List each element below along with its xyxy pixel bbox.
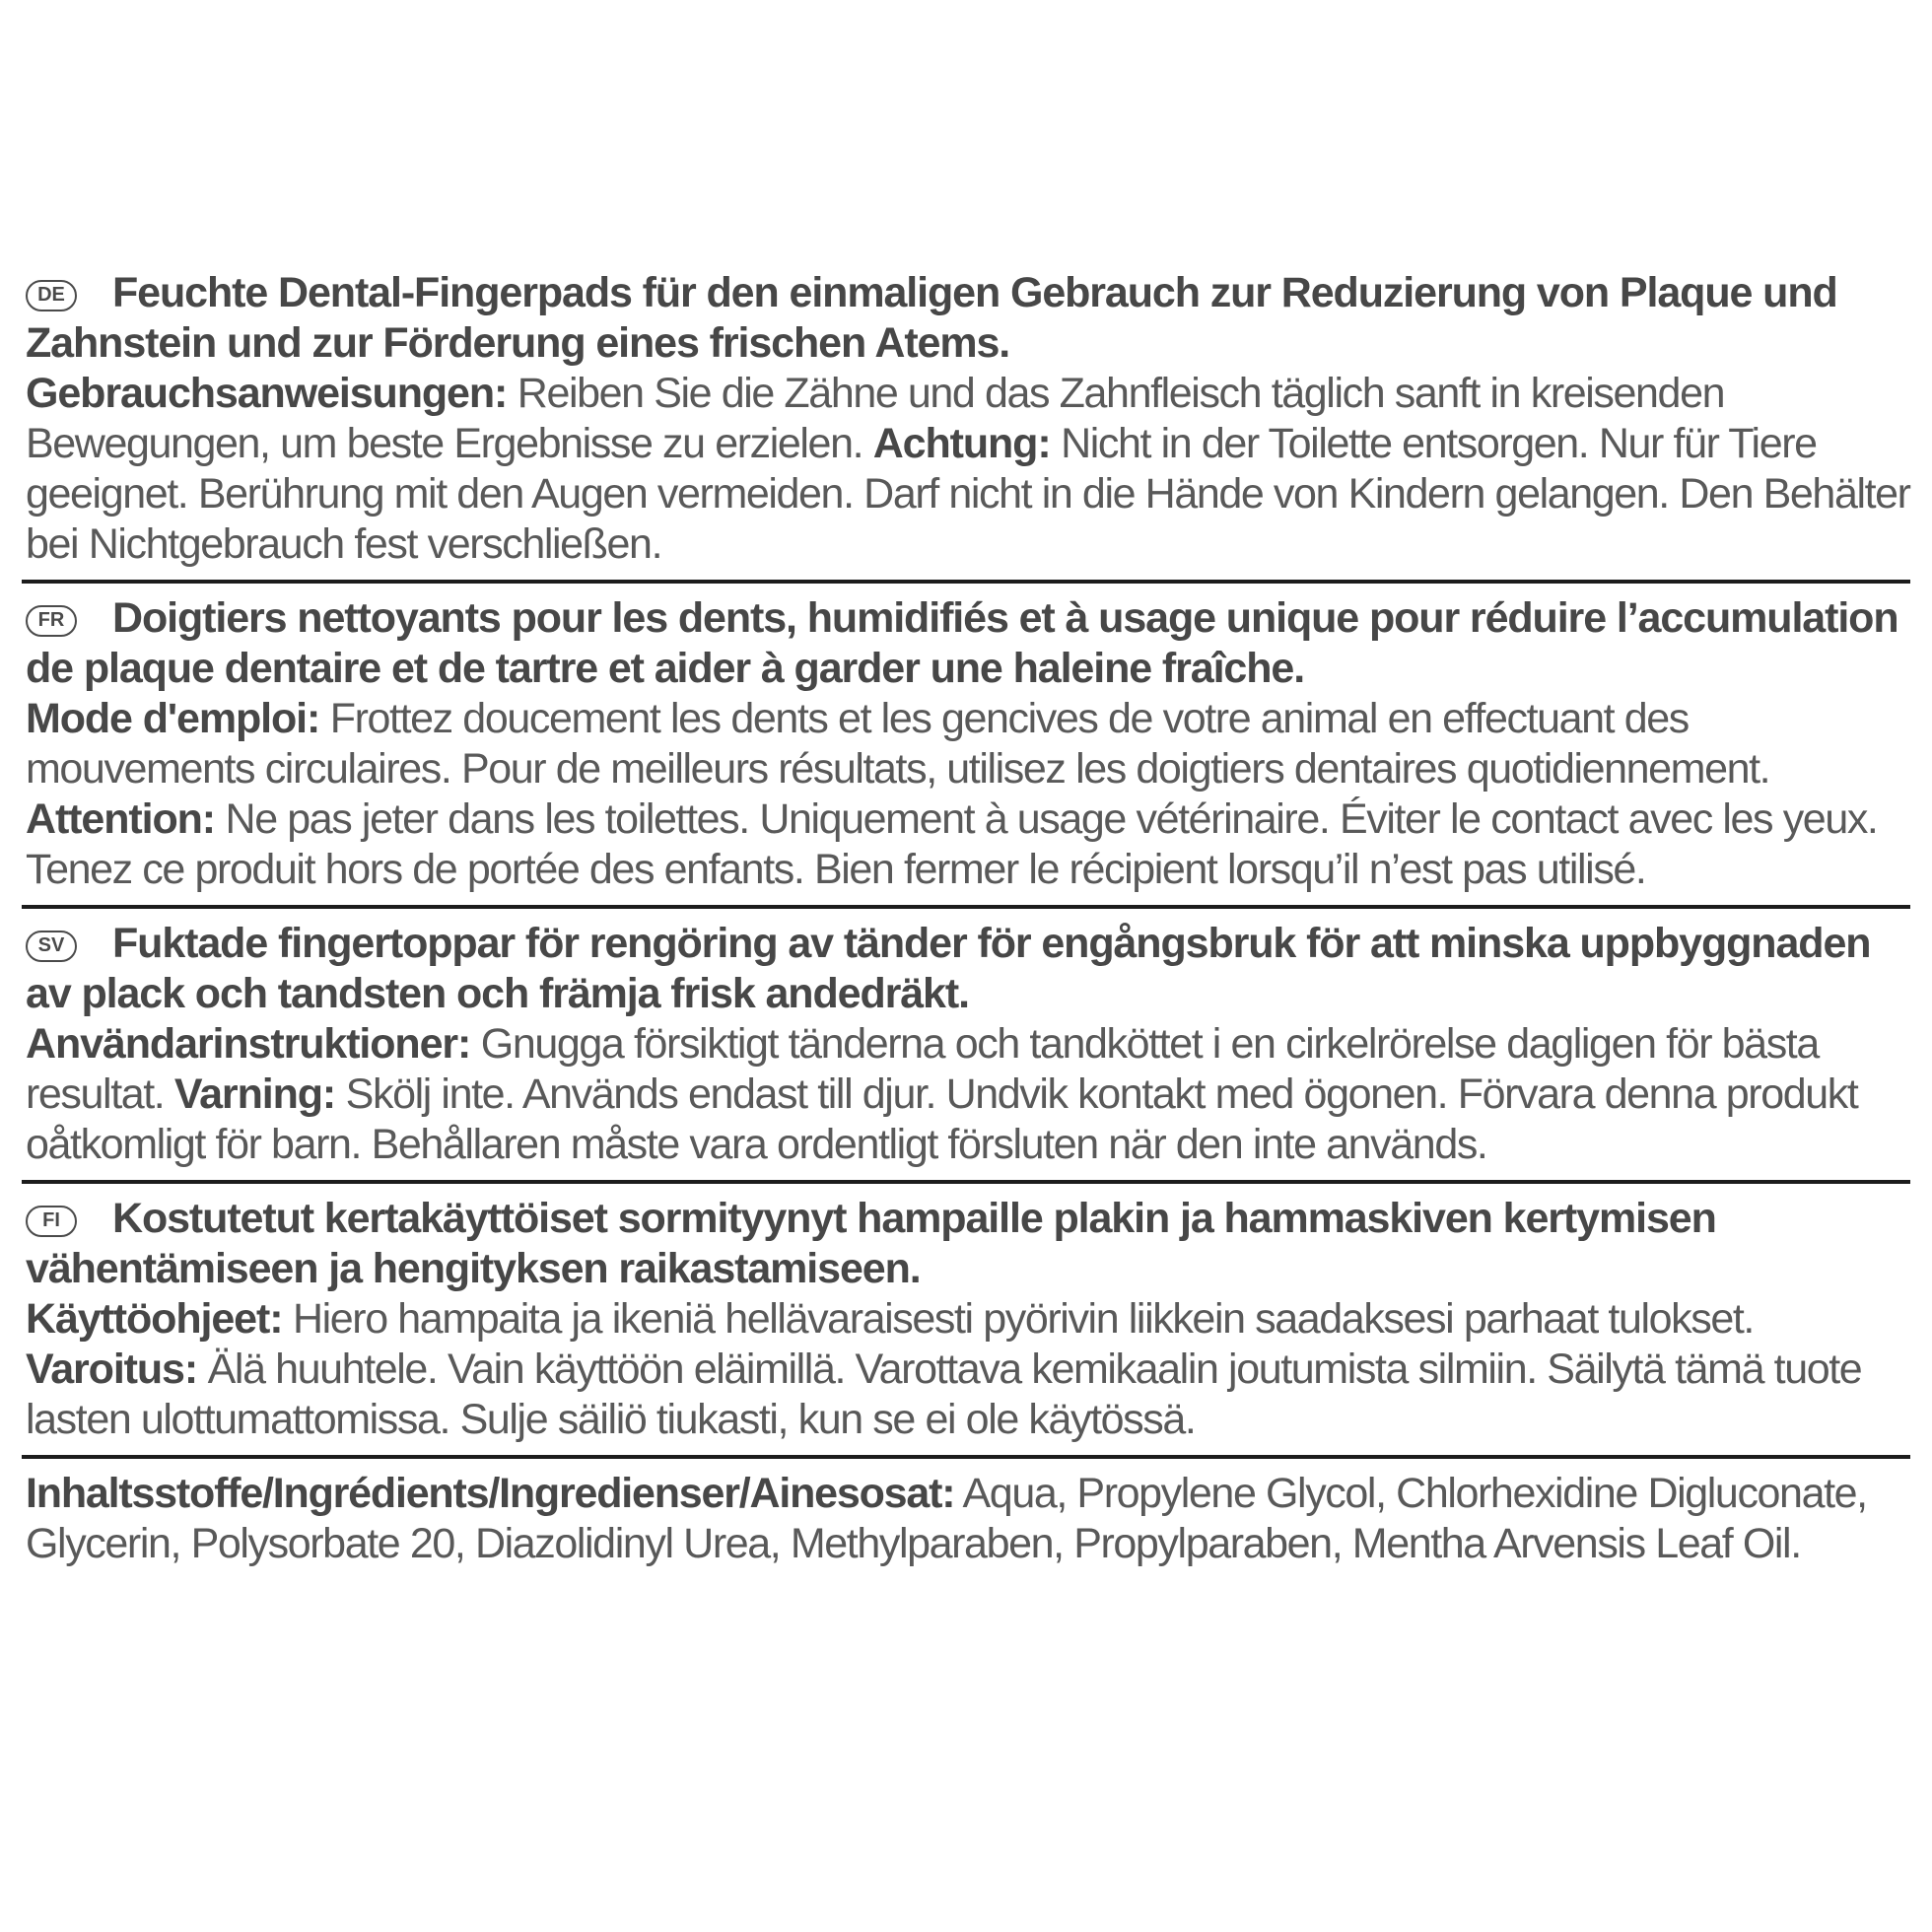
section-fr <box>26 589 1910 901</box>
headline-sv <box>26 919 1910 1019</box>
warning-text-de: Nicht in der Toilette entsorgen. Nur für Tiere geeignet. Berührung mit den Augen vermeiden. Darf nicht in die Hände von Kindern gelangen. Den Behälter bei Nichtgebrauch fest verschließen. <box>26 420 1910 568</box>
language-badge-sv: SV <box>26 931 77 962</box>
label-document <box>26 264 1910 1575</box>
instructions-sv <box>26 1019 1910 1170</box>
headline-text-sv: Fuktade fingertoppar för rengöring av tänder för engångsbruk för att minska uppbyggnaden av plack och tandsten och främja frisk andedräkt. <box>26 920 1871 1017</box>
divider-rule <box>22 1180 1910 1184</box>
section-fi <box>26 1190 1910 1451</box>
ingredients-section <box>26 1465 1910 1575</box>
ingredients-label: Inhaltsstoffe/Ingrédients/Ingredienser/Ainesosat: <box>26 1470 955 1517</box>
section-sv <box>26 915 1910 1176</box>
warning-text-sv: Skölj inte. Används endast till djur. Undvik kontakt med ögonen. Förvara denna produkt oåtkomligt för barn. Behållaren måste vara ordentligt försluten när den inte används. <box>26 1070 1858 1168</box>
language-badge-fr: FR <box>26 605 77 637</box>
ingredients-text <box>26 1469 1910 1569</box>
headline-fr <box>26 593 1910 694</box>
usage-text-de: Reiben Sie die Zähne und das Zahnfleisch täglich sanft in kreisenden Bewegungen, um beste Ergebnisse zu erzielen. <box>26 370 1725 467</box>
warning-text-fi: Älä huuhtele. Vain käyttöön eläimillä. Varottava kemikaalin joutumista silmiin. Säilytä tämä tuote lasten ulottumattomissa. Sulje säiliö tiukasti, kun se ei ole käytössä. <box>26 1346 1862 1443</box>
section-de <box>26 264 1910 576</box>
usage-text-sv: Gnugga försiktigt tänderna och tandköttet i en cirkelrörelse dagligen för bästa resultat. <box>26 1020 1819 1118</box>
ingredients-list: Aqua, Propylene Glycol, Chlorhexidine Digluconate, Glycerin, Polysorbate 20, Diazolidinyl Urea, Methylparaben, Propylparaben, Mentha Arvensis Leaf Oil. <box>26 1470 1867 1567</box>
usage-text-fr: Frottez doucement les dents et les gencives de votre animal en effectuant des mouvements circulaires. Pour de meilleurs résultats, utilisez les doigtiers dentaires quotidiennement. <box>26 695 1770 793</box>
headline-de <box>26 268 1910 369</box>
instructions-fr <box>26 694 1910 895</box>
warning-label-fr: Attention: <box>26 795 215 843</box>
language-badge-fi: FI <box>26 1206 77 1237</box>
usage-label-fr: Mode d'emploi: <box>26 695 320 742</box>
headline-text-fi: Kostutetut kertakäyttöiset sormityynyt hampaille plakin ja hammaskiven kertymisen vähentämiseen ja hengityksen raikastamiseen. <box>26 1195 1716 1292</box>
usage-label-de: Gebrauchsanweisungen: <box>26 370 508 417</box>
warning-label-sv: Varning: <box>173 1070 336 1118</box>
instructions-fi <box>26 1294 1910 1445</box>
headline-text-de: Feuchte Dental-Fingerpads für den einmaligen Gebrauch zur Reduzierung von Plaque und Zahnstein und zur Förderung eines frischen Atems. <box>26 269 1837 367</box>
divider-rule <box>22 905 1910 909</box>
usage-text-fi: Hiero hampaita ja ikeniä hellävaraisesti pyörivin liikkein saadaksesi parhaat tulokset. <box>282 1295 1754 1343</box>
usage-label-sv: Användarinstruktioner: <box>26 1020 471 1068</box>
divider-rule <box>22 580 1910 584</box>
warning-label-de: Achtung: <box>872 420 1051 467</box>
usage-label-fi: Käyttöohjeet: <box>26 1295 283 1343</box>
warning-label-fi: Varoitus: <box>26 1346 198 1393</box>
headline-fi <box>26 1194 1910 1294</box>
divider-rule <box>22 1455 1910 1459</box>
instructions-de <box>26 369 1910 570</box>
warning-text-fr: Ne pas jeter dans les toilettes. Uniquement à usage vétérinaire. Éviter le contact avec les yeux. Tenez ce produit hors de portée des enfants. Bien fermer le récipient lorsqu’il n’est pas utilisé. <box>26 795 1878 893</box>
headline-text-fr: Doigtiers nettoyants pour les dents, humidifiés et à usage unique pour réduire l’accumulation de plaque dentaire et de tartre et aider à garder une haleine fraîche. <box>26 594 1898 692</box>
language-badge-de: DE <box>26 280 77 311</box>
